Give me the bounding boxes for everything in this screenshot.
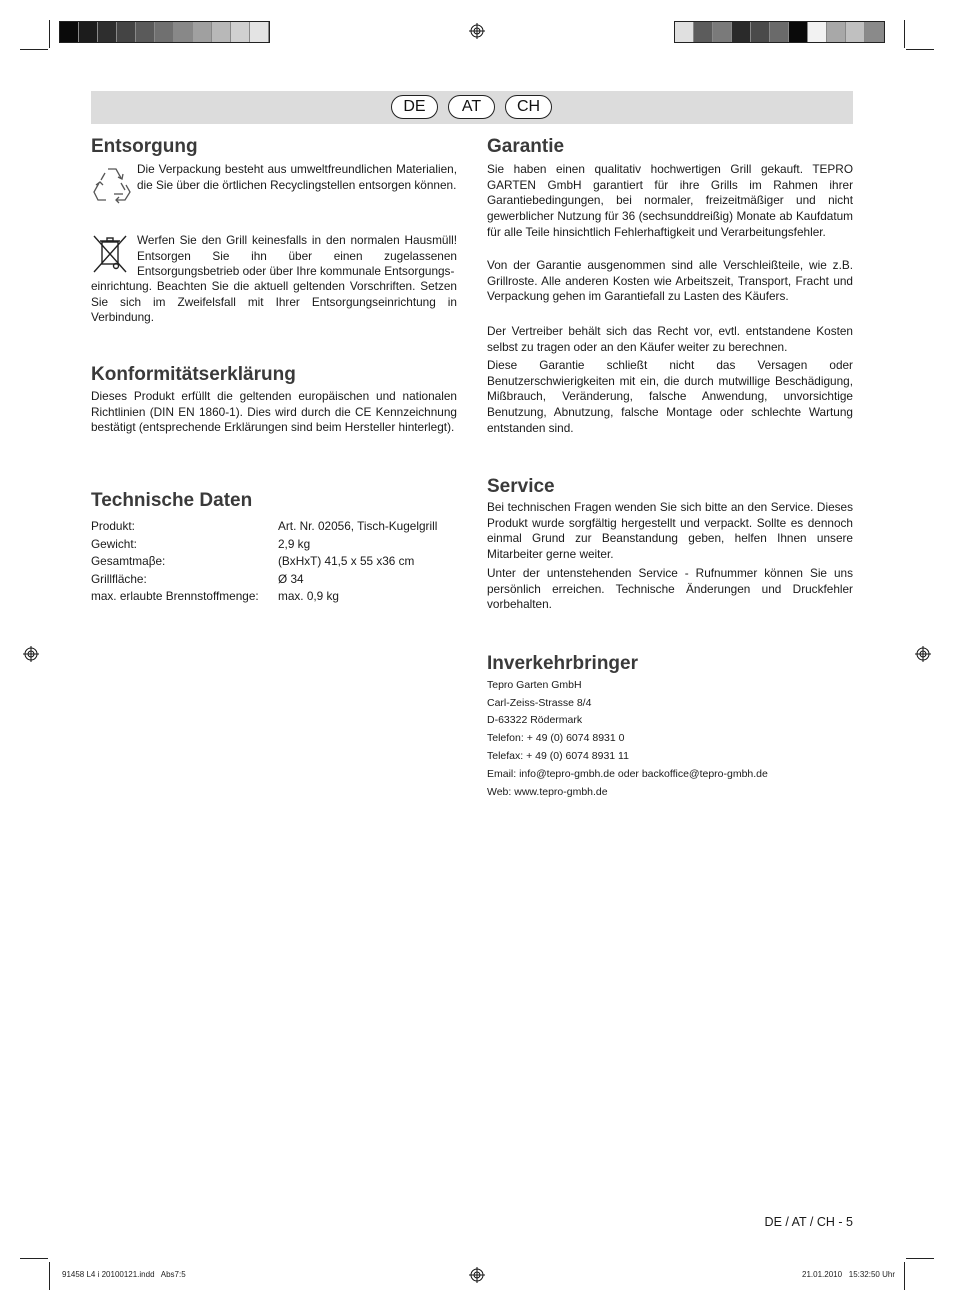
registration-mark-icon <box>23 646 39 662</box>
crop-mark <box>906 49 934 50</box>
color-swatch <box>117 22 136 42</box>
spec-key: Produkt: <box>91 519 135 533</box>
slug-left: 91458 L4 i 20100121.indd Abs7:5 <box>62 1270 186 1279</box>
color-bar-right <box>674 21 885 43</box>
service-paragraph-2: Unter der untenstehenden Service - Rufnummer können Sie uns persönlich erreichen. Technische Änderungen und Druckfehler vorbehalten. <box>487 566 853 612</box>
color-swatch <box>212 22 231 42</box>
heading-technische-daten: Technische Daten <box>91 490 253 511</box>
color-swatch <box>789 22 808 42</box>
color-swatch <box>675 22 694 42</box>
address-line: Telefon: + 49 (0) 6074 8931 0 <box>487 732 625 744</box>
color-swatch <box>79 22 98 42</box>
color-swatch <box>98 22 117 42</box>
crop-mark <box>20 49 48 50</box>
spec-key: max. erlaubte Brennstoffmenge: <box>91 589 259 603</box>
spec-row <box>91 553 457 571</box>
spec-key: Gewicht: <box>91 537 137 551</box>
spec-key: Gesamtmaβe: <box>91 554 166 568</box>
garantie-paragraph-3: Der Vertreiber behält sich das Recht vor, evtl. entstandene Kosten selbst zu tragen oder an den Käufer weiter zu berechnen. <box>487 324 853 354</box>
color-swatch <box>250 22 269 42</box>
crop-mark <box>49 1262 50 1290</box>
address-line: D-63322 Rödermark <box>487 714 583 726</box>
address-line: Carl-Zeiss-Strasse 8/4 <box>487 697 592 709</box>
spec-value: 2,9 kg <box>278 537 311 551</box>
crop-mark <box>49 20 50 48</box>
color-swatch <box>174 22 193 42</box>
entsorgung-paragraph-1: Die Verpackung besteht aus umweltfreundlichen Materialien, die Sie über die örtlichen Recyclingstellen entsorgen können. <box>137 162 457 192</box>
color-swatch <box>827 22 846 42</box>
registration-mark-icon <box>469 1267 485 1283</box>
garantie-paragraph-4: Diese Garantie schließt nicht das Versagen oder Benutzerschwierigkeiten mit ein, die durch mutwillige Beschädigung, Mißbrauch, Veränderung, falsche Anwendung, unvorsichtige Benutzung, Abnutzung, falsche Montage oder schlechte Wartung entstanden sind. <box>487 358 853 435</box>
color-swatch <box>808 22 827 42</box>
spec-row <box>91 518 457 536</box>
recycling-icon <box>91 163 133 205</box>
color-swatch <box>193 22 212 42</box>
spec-value: Ø 34 <box>278 572 304 586</box>
garantie-paragraph-2: Von der Garantie ausgenommen sind alle Verschleißteile, wie z.B. Grillroste. Alle anderen Kosten wie Arbeitszeit, Transport, Fracht und Verpackung gehen im Garantiefall zu Lasten des Käufers. <box>487 258 853 304</box>
registration-mark-icon <box>915 646 931 662</box>
heading-garantie: Garantie <box>487 136 565 157</box>
crossed-out-bin-icon <box>91 233 129 275</box>
lang-pill-ch: CH <box>505 95 552 119</box>
page-number: DE / AT / CH - 5 <box>764 1215 853 1229</box>
crop-mark <box>904 20 905 48</box>
color-swatch <box>155 22 174 42</box>
crop-mark <box>906 1258 934 1259</box>
crop-mark <box>904 1262 905 1290</box>
color-swatch <box>694 22 713 42</box>
spec-key: Grillfläche: <box>91 572 147 586</box>
color-swatch <box>136 22 155 42</box>
color-swatch <box>732 22 751 42</box>
spec-value: max. 0,9 kg <box>278 589 339 603</box>
spec-row <box>91 571 457 589</box>
lang-pill-at: AT <box>448 95 495 119</box>
konformitaet-paragraph: Dieses Produkt erfüllt die geltenden europäischen und nationalen Richtlinien (DIN EN 1860-1). Dies wird durch die CE Kennzeichnung bestätigt (entsprechende Erklärungen sind beim Hersteller hinterlegt). <box>91 389 457 435</box>
slug-right: 21.01.2010 15:32:50 Uhr <box>802 1270 895 1279</box>
address-line: Tepro Garten GmbH <box>487 679 582 691</box>
entsorgung-paragraph-2b: einrichtung. Beachten Sie die aktuell geltenden Vorschriften. Setzen Sie sich im Zweifelsfall mit Ihrer Entsorgungseinrichtung in Verbindung. <box>91 279 457 325</box>
color-bar-left <box>59 21 270 43</box>
lang-pill-de: DE <box>391 95 438 119</box>
spec-value: Art. Nr. 02056, Tisch-Kugelgrill <box>278 519 438 533</box>
color-swatch <box>231 22 250 42</box>
color-swatch <box>846 22 865 42</box>
spec-row <box>91 536 457 554</box>
service-paragraph-1: Bei technischen Fragen wenden Sie sich bitte an den Service. Dieses Produkt wurde sorgfältig hergestellt und verpackt. Sollte es dennoch einmal Grund zur Beanstandung geben, helfen Ihnen unsere Mitarbeiter gerne weiter. <box>487 500 853 562</box>
heading-konformitaet: Konformitätserklärung <box>91 364 296 385</box>
color-swatch <box>865 22 884 42</box>
registration-mark-icon <box>469 23 485 39</box>
crop-mark <box>20 1258 48 1259</box>
heading-entsorgung: Entsorgung <box>91 136 198 157</box>
color-swatch <box>713 22 732 42</box>
spec-row <box>91 588 457 606</box>
heading-inverkehrbringer: Inverkehrbringer <box>487 653 638 674</box>
heading-service: Service <box>487 476 555 497</box>
address-line: Telefax: + 49 (0) 6074 8931 11 <box>487 750 629 762</box>
garantie-paragraph-1: Sie haben einen qualitativ hochwertigen Grill gekauft. TEPRO GARTEN GmbH garantiert für ihre Grills im Rahmen ihrer Garantiebedingungen, bei normaler, freizeitmäßiger und nicht gewerblicher Nutzung für 36 (sechsunddreißig) Monate ab Kaufdatum für alle Teile hinsichtlich Fehlerhaftigkeit und Verarbeitungsfehler. <box>487 162 853 239</box>
language-bar <box>91 91 853 124</box>
color-swatch <box>751 22 770 42</box>
entsorgung-paragraph-2a: Werfen Sie den Grill keinesfalls in den normalen Hausmüll! Entsorgen Sie ihn über einen zugelassenen Entsorgungsbetrieb oder über Ihre kommunale Entsorgungs- <box>137 233 457 279</box>
spec-value: (BxHxT) 41,5 x 55 x36 cm <box>278 554 415 568</box>
color-swatch <box>60 22 79 42</box>
address-line: Web: www.tepro-gmbh.de <box>487 786 608 798</box>
color-swatch <box>770 22 789 42</box>
address-line: Email: info@tepro-gmbh.de oder backoffice@tepro-gmbh.de <box>487 768 768 780</box>
